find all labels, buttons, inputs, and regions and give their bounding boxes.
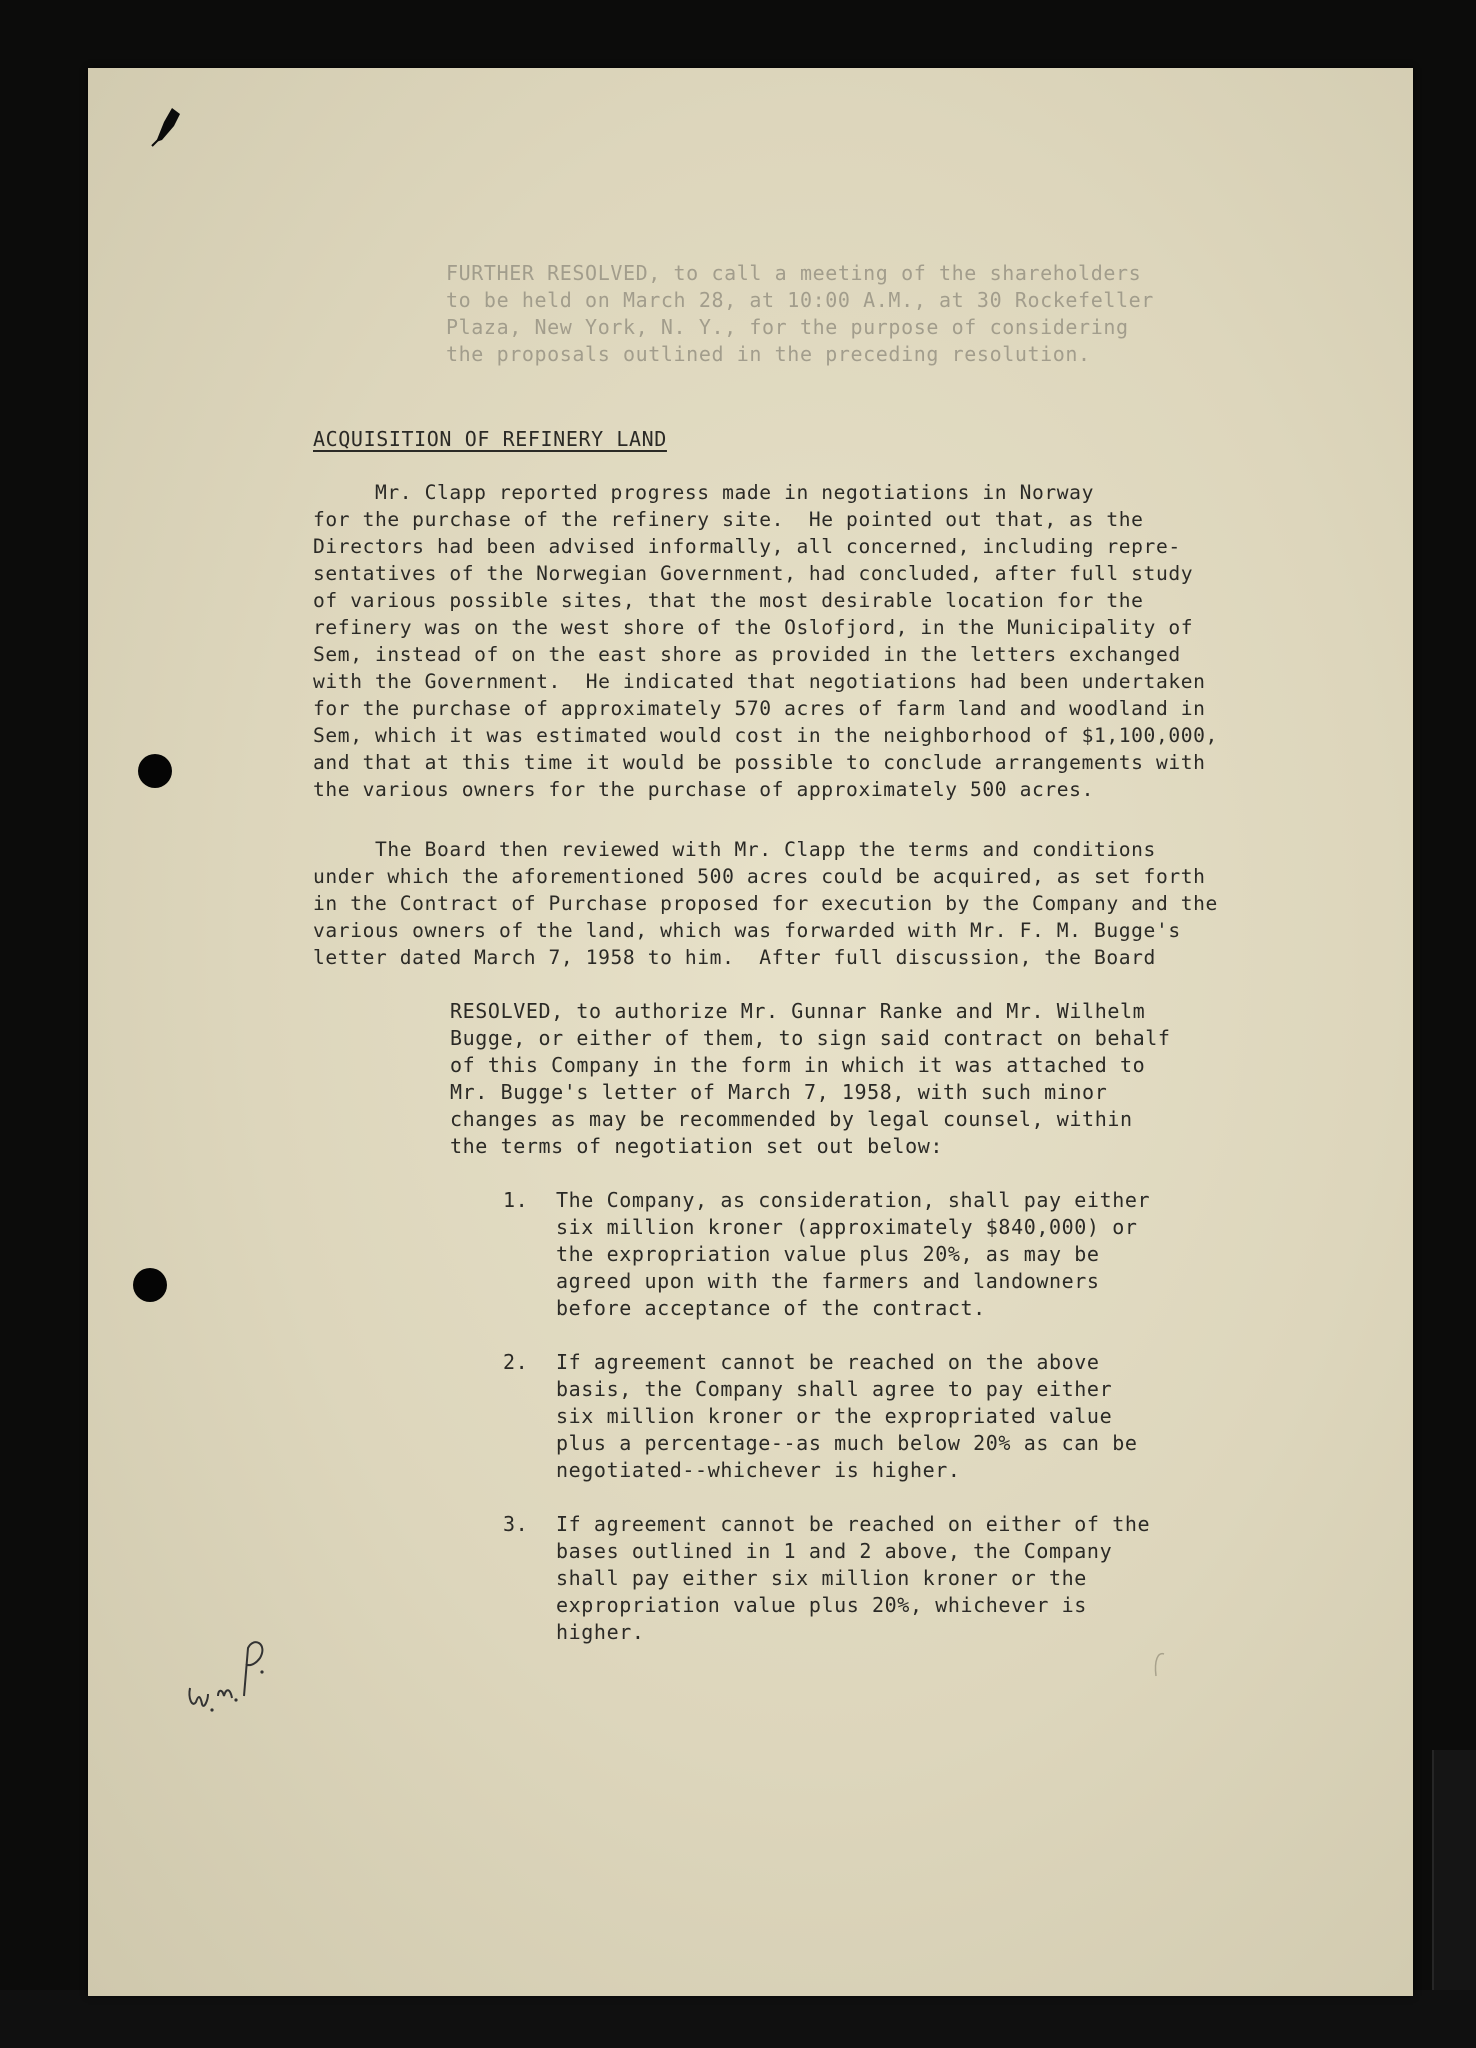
faded-resolution-line: FURTHER RESOLVED, to call a meeting of the shareholders bbox=[446, 261, 1142, 285]
paragraph-line: for the purchase of the refinery site. He pointed out that, as the bbox=[313, 508, 1144, 531]
term-line: bases outlined in 1 and 2 above, the Company bbox=[556, 1539, 1113, 1563]
faded-resolution-line: the proposals outlined in the preceding resolution. bbox=[446, 342, 1091, 366]
term-line: agreed upon with the farmers and landowners bbox=[556, 1269, 1100, 1293]
paragraph-line: for the purchase of approximately 570 acres of farm land and woodland in bbox=[313, 697, 1206, 720]
resolution-line: Bugge, or either of them, to sign said contract on behalf bbox=[450, 1026, 1171, 1050]
punch-hole bbox=[133, 1268, 167, 1302]
term-line: If agreement cannot be reached on the above bbox=[556, 1350, 1100, 1374]
resolution-line: of this Company in the form in which it was attached to bbox=[450, 1053, 1146, 1077]
resolution-line: changes as may be recommended by legal counsel, within bbox=[450, 1107, 1133, 1131]
paragraph-line: Sem, which it was estimated would cost in the neighborhood of $1,100,000, bbox=[313, 724, 1218, 747]
term-line: expropriation value plus 20%, whichever is bbox=[556, 1593, 1087, 1617]
paragraph-line: of various possible sites, that the most desirable location for the bbox=[313, 589, 1144, 612]
term-line: The Company, as consideration, shall pay either bbox=[556, 1188, 1151, 1212]
scanner-bottom-edge bbox=[0, 1990, 1476, 2048]
term-number: 1. bbox=[503, 1188, 529, 1212]
pencil-tick-icon bbox=[1150, 1650, 1168, 1680]
resolution-line: the terms of negotiation set out below: bbox=[450, 1134, 943, 1158]
paragraph-line: The Board then reviewed with Mr. Clapp the terms and conditions bbox=[313, 838, 1156, 861]
paragraph-line: sentatives of the Norwegian Government, had concluded, after full study bbox=[313, 562, 1194, 585]
paragraph-line: various owners of the land, which was forwarded with Mr. F. M. Bugge's bbox=[313, 919, 1181, 942]
term-number: 3. bbox=[503, 1512, 529, 1536]
faded-resolution-line: Plaza, New York, N. Y., for the purpose of considering bbox=[446, 315, 1129, 339]
term-line: basis, the Company shall agree to pay either bbox=[556, 1377, 1113, 1401]
term-number: 2. bbox=[503, 1350, 529, 1374]
paragraph-line: with the Government. He indicated that negotiations had been undertaken bbox=[313, 670, 1206, 693]
paragraph-line: Sem, instead of on the east shore as provided in the letters exchanged bbox=[313, 643, 1181, 666]
term-line: higher. bbox=[556, 1620, 645, 1644]
term-line: the expropriation value plus 20%, as may be bbox=[556, 1242, 1100, 1266]
paragraph-line: the various owners for the purchase of approximately 500 acres. bbox=[313, 778, 1094, 801]
paragraph-line: in the Contract of Purchase proposed for execution by the Company and the bbox=[313, 892, 1218, 915]
term-line: negotiated--whichever is higher. bbox=[556, 1458, 961, 1482]
paragraph-line: and that at this time it would be possible to conclude arrangements with bbox=[313, 751, 1206, 774]
paragraph-line: Mr. Clapp reported progress made in negotiations in Norway bbox=[313, 481, 1094, 504]
term-line: shall pay either six million kroner or the bbox=[556, 1566, 1087, 1590]
paragraph-line: letter dated March 7, 1958 to him. After full discussion, the Board bbox=[313, 946, 1156, 969]
paragraph-line: under which the aforementioned 500 acres could be acquired, as set forth bbox=[313, 865, 1206, 888]
term-line: before acceptance of the contract. bbox=[556, 1296, 986, 1320]
term-line: If agreement cannot be reached on either of the bbox=[556, 1512, 1151, 1536]
paragraph-line: Directors had been advised informally, all concerned, including repre- bbox=[313, 535, 1181, 558]
resolution-line: RESOLVED, to authorize Mr. Gunnar Ranke and Mr. Wilhelm bbox=[450, 999, 1146, 1023]
ink-mark-icon bbox=[150, 104, 190, 148]
term-line: six million kroner (approximately $840,000) or bbox=[556, 1215, 1138, 1239]
handwritten-initials-icon bbox=[182, 1618, 302, 1738]
faded-resolution-line: to be held on March 28, at 10:00 A.M., at 30 Rockefeller bbox=[446, 288, 1154, 312]
punch-hole bbox=[138, 754, 172, 788]
typed-text bbox=[88, 68, 1218, 1644]
term-line: six million kroner or the expropriated value bbox=[556, 1404, 1113, 1428]
term-line: plus a percentage--as much below 20% as can be bbox=[556, 1431, 1138, 1455]
section-heading: ACQUISITION OF REFINERY LAND bbox=[313, 427, 667, 451]
resolution-line: Mr. Bugge's letter of March 7, 1958, with such minor bbox=[450, 1080, 1108, 1104]
paragraph-line: refinery was on the west shore of the Oslofjord, in the Municipality of bbox=[313, 616, 1194, 639]
